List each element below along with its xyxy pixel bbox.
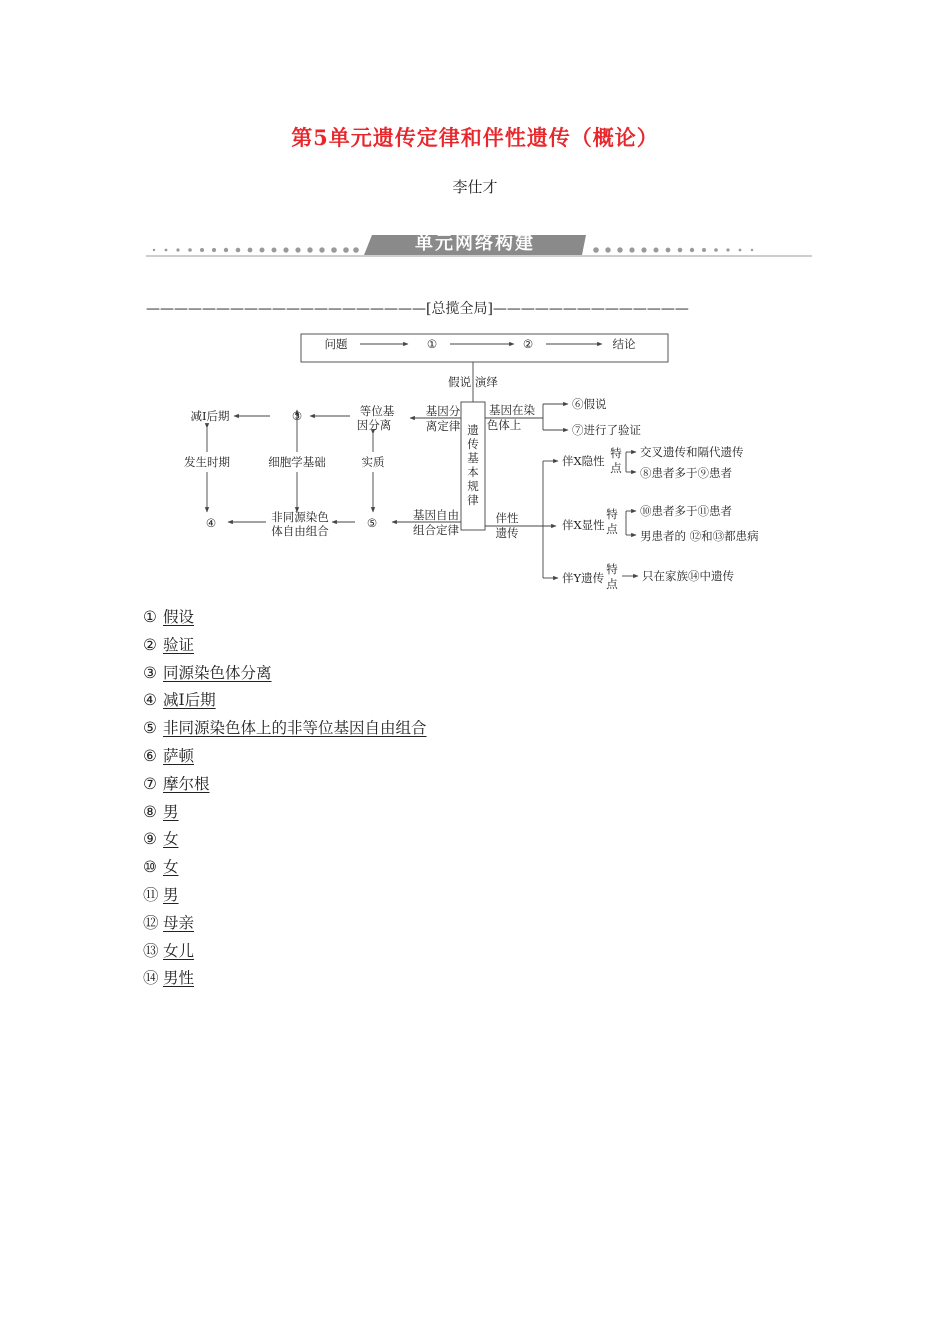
answer-number: ④	[143, 691, 157, 710]
center-char: 传	[467, 437, 479, 451]
answer-number: ⑩	[143, 858, 157, 877]
answer-value: 同源染色体分离	[163, 663, 272, 682]
answer-number: ⑬	[143, 941, 159, 960]
center-char: 基	[467, 451, 479, 465]
center-char: 规	[467, 479, 479, 493]
answer-number: ⑫	[143, 913, 159, 932]
answer-number: ⑤	[143, 719, 157, 738]
answer-item	[143, 854, 427, 882]
flow-blank-1: ①	[426, 337, 438, 351]
answer-value: 男	[163, 802, 179, 821]
answer-value: 女	[163, 830, 179, 849]
document-title: 第5单元遗传定律和伴性遗传（概论）	[291, 125, 659, 150]
answer-value: 萨顿	[163, 746, 195, 765]
answer-number: ⑭	[143, 969, 159, 988]
sex-linked-inheritance: 遗传	[495, 526, 519, 540]
section-banner: 单元网络构建	[415, 233, 535, 254]
answer-item	[143, 687, 427, 715]
y-linked-feature: 只在家族⑭中遗传	[642, 569, 734, 583]
flow-question: 问题	[324, 337, 348, 351]
answer-number: ⑧	[143, 802, 157, 821]
cytological-basis: 细胞学基础	[268, 455, 326, 469]
answer-item	[143, 938, 427, 966]
essence: 实质	[361, 455, 385, 469]
answer-value: 男	[163, 885, 179, 904]
answer-value: 减Ⅰ后期	[163, 691, 216, 710]
genes-on-chromosomes: 色体上	[486, 418, 522, 432]
answer-value: 假设	[163, 608, 195, 626]
answer-number: ①	[143, 608, 157, 626]
allele-separation: 等位基	[359, 404, 395, 418]
answer-value: 验证	[163, 635, 195, 654]
independent-assortment-law: 组合定律	[413, 523, 459, 537]
answer-number: ②	[143, 635, 157, 654]
y-linked: 伴Y遗传	[562, 571, 605, 585]
nonhomologous-assortment: 非同源染色	[271, 510, 329, 524]
answer-item	[143, 965, 427, 993]
meiosis-anaphase-1: 减Ⅰ后期	[190, 409, 230, 423]
blank-7-verified: ⑦进行了验证	[572, 423, 641, 437]
segregation-law: 离定律	[425, 419, 461, 433]
blank-6-hypothesis: ⑥假说	[572, 397, 607, 411]
feature-label: 特	[610, 446, 622, 460]
xr-patient-feature: ⑧患者多于⑨患者	[640, 466, 732, 480]
feature-label: 点	[606, 577, 618, 591]
xd-patient-feature: ⑩患者多于⑪患者	[640, 504, 732, 518]
nonhomologous-assortment: 体自由组合	[271, 524, 329, 538]
answer-value: 母亲	[163, 913, 195, 932]
answer-item	[143, 799, 427, 827]
answer-value: 女	[163, 858, 179, 877]
independent-assortment-law: 基因自由	[413, 508, 459, 522]
answer-value: 女儿	[163, 941, 195, 960]
answer-number: ⑨	[143, 830, 157, 849]
feature-label: 特	[606, 507, 618, 521]
answer-item	[143, 715, 427, 743]
flow-conclusion: 结论	[612, 337, 636, 351]
blank-4: ④	[205, 516, 217, 530]
feature-label: 点	[610, 461, 622, 475]
feature-label: 点	[606, 522, 618, 536]
answer-value: 男性	[163, 969, 195, 988]
concept-map	[160, 330, 800, 592]
answer-number: ⑦	[143, 774, 157, 793]
blank-3: ③	[291, 409, 303, 423]
answer-item	[143, 826, 427, 854]
genes-on-chromosomes: 基因在染	[489, 403, 535, 417]
answer-list	[143, 604, 427, 993]
cross-generation-feature: 交叉遗传和隔代遗传	[640, 445, 744, 459]
overview-label: ————————————————————[总揽全局]——————————————	[146, 301, 689, 317]
hypothetico-deductive-label: 假说 演绎	[448, 375, 498, 389]
center-char: 遗	[467, 423, 479, 437]
sex-linked-inheritance: 伴性	[495, 511, 519, 525]
answer-item	[143, 882, 427, 910]
answer-item	[143, 743, 427, 771]
answer-number: ⑪	[143, 885, 159, 904]
occurrence-time: 发生时期	[184, 455, 230, 469]
answer-value: 非同源染色体上的非等位基因自由组合	[163, 719, 427, 738]
answer-item	[143, 771, 427, 799]
x-recessive: 伴X隐性	[562, 454, 605, 468]
segregation-law: 基因分	[425, 404, 461, 418]
feature-label: 特	[606, 562, 618, 576]
answer-item	[143, 910, 427, 938]
center-char: 律	[467, 493, 479, 507]
answer-item	[143, 660, 427, 688]
answer-value: 摩尔根	[163, 774, 210, 793]
answer-number: ⑥	[143, 746, 157, 765]
answer-item	[143, 604, 427, 632]
answer-number: ③	[143, 663, 157, 682]
author-name: 李仕才	[452, 178, 498, 196]
answer-item	[143, 632, 427, 660]
blank-5: ⑤	[366, 516, 378, 530]
flow-blank-2: ②	[522, 337, 534, 351]
x-dominant: 伴X显性	[562, 518, 605, 532]
xd-male-patient-feature: 男患者的 ⑫和⑬都患病	[640, 529, 759, 543]
center-char: 本	[467, 465, 479, 479]
allele-separation: 因分离	[356, 418, 392, 432]
